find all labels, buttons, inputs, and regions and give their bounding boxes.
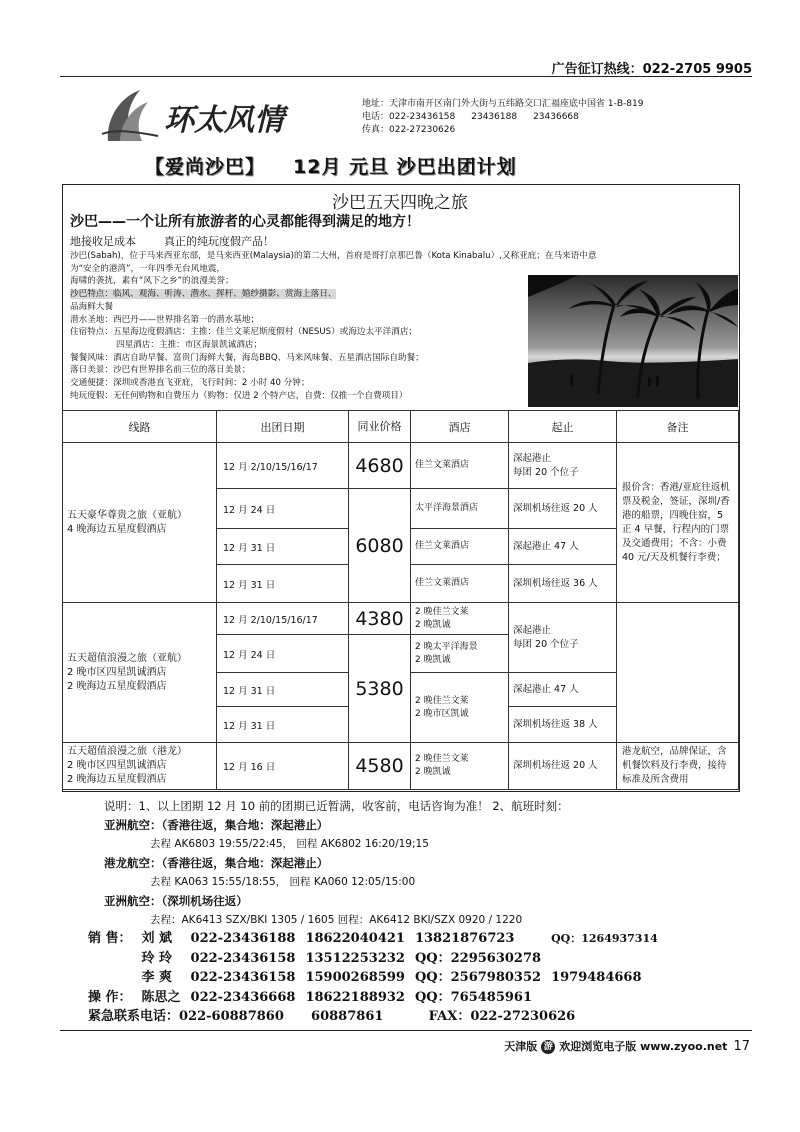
date-cell: 12 月 24 日 (217, 635, 349, 673)
route-detail: 2 晚海边五星度假酒店 (67, 774, 167, 785)
sales-mobile: 18622040421 (305, 931, 405, 946)
hotel-line: 2 晚市区凯诚 (415, 708, 469, 719)
route-cell (63, 743, 217, 790)
route-name: 五天超值浪漫之旅（亚航） (67, 652, 187, 664)
note-cell: 报价含：香港/亚庇往返机票及税金，签证，深圳/香港的船票，四晚住宿，5 正 4 早餐，行程内的门票及交通费用；不含：小费 40 元/天及机餐行李费； (617, 443, 739, 603)
date-cell: 12 月 2/10/15/16/17 (217, 603, 349, 635)
hotel-line: 2 晚太平洋海景 (415, 641, 478, 652)
operator-tel: 022-23436668 (190, 989, 296, 1005)
sales-label: 销 售： (88, 931, 132, 946)
note-cell-empty (617, 603, 739, 743)
intro-line: 住宿特点：五星海边度假酒店：主推：佳兰文莱尼斯度假村（NESUS）或海边太平洋酒店； (70, 327, 418, 338)
header-dep: 起止 (509, 411, 617, 443)
notes-line: 说明：1、以上团期 12 月 10 前的团期已近暂满，收客前，电话咨询为准！ 2、航班时刻： (104, 799, 569, 813)
hotel-cell: 佳兰文莱酒店 (411, 443, 509, 489)
date-cell: 12 月 24 日 (217, 489, 349, 529)
airline-title: 亚洲航空：（香港往返，集合地：深起港止） (104, 818, 329, 832)
sales-row (88, 949, 668, 969)
airline-title: 港龙航空：（香港往返，集合地：深起港止） (104, 856, 329, 870)
note-cell: 港龙航空，品牌保证，含机餐饮料及行李费，接待标准及所含费用 (617, 743, 739, 790)
dep-cell: 深起港止 47 人 (509, 529, 617, 565)
table-header-row (63, 411, 739, 443)
sales-contacts (88, 929, 668, 1027)
flight-times: 去程 KA063 15:55/18:55， 回程 KA060 12:05/15:00 (150, 876, 416, 888)
header-price: 同业价格 (349, 411, 411, 443)
hotel-cell: 佳兰文莱酒店 (411, 565, 509, 603)
intro-line: 落日美景：沙巴有世界排名前三位的落日美景； (70, 365, 251, 376)
svg-text:环太风情: 环太风情 (164, 103, 284, 138)
date-cell: 12 月 31 日 (217, 529, 349, 565)
tagline-2: 真正的纯玩度假产品！ (164, 235, 274, 248)
sales-tel: 022-23436188 (190, 931, 296, 946)
sales-mobile: 15900268599 (305, 970, 405, 985)
notes-section (104, 797, 744, 930)
sales-name: 李 爽 (141, 970, 173, 985)
dep-cell (509, 443, 617, 489)
title-bracket: 【爱尚沙巴】 (145, 156, 266, 178)
operator-row (88, 988, 668, 1008)
date-cell: 12 月 31 日 (217, 565, 349, 603)
intro-line: 潜水圣地：西巴丹——世界排名第一的潜水基地； (70, 314, 260, 325)
dep-cell (509, 603, 617, 673)
operator-qq: QQ：765485961 (414, 989, 533, 1005)
sales-extra: 13821876723 (414, 931, 515, 946)
fax-text: 传真：022-27230626 (362, 125, 456, 135)
route-cell (63, 443, 217, 603)
hotel-cell: 佳兰文莱酒店 (411, 529, 509, 565)
dep-cell: 深圳机场往返 20 人 (509, 489, 617, 529)
dep-cell: 深圳机场往返 20 人 (509, 743, 617, 790)
intro-line: 交通便捷：深圳或香港直飞亚庇，飞行时间：2 小时 40 分钟； (70, 378, 310, 389)
page-number: 17 (733, 1039, 750, 1054)
page-title (145, 152, 517, 179)
footer-divider (60, 1030, 752, 1031)
dep-cell: 深圳机场往返 36 人 (509, 565, 617, 603)
tour-table (62, 410, 739, 790)
price-cell: 6080 (349, 489, 411, 603)
hotel-cell (411, 635, 509, 673)
intro-line: 沙巴(Sabah)，位于马来西亚东部，是马来西亚(Malaysia)的第二大州，首府是哥打京那巴鲁（Kota Kinabalu）,又称亚庇；在马来语中意 (70, 251, 597, 261)
sales-qq (551, 949, 668, 969)
phone-3: 23436668 (533, 112, 579, 122)
route-name: 五天超值浪漫之旅（港龙） (67, 746, 187, 757)
beach-sunset-photo (528, 275, 738, 407)
sales-extra: QQ：2295630278 (414, 950, 542, 966)
flight-times: 去程：AK6413 SZX/BKI 1305 / 1605 回程：AK6412 BKI/SZX 0920 / 1220 (150, 914, 523, 926)
emergency-row (88, 1007, 668, 1027)
hotel-line: 2 晚凯诚 (415, 654, 451, 665)
sales-mobile: 13512253232 (305, 950, 405, 966)
table-row (63, 603, 739, 635)
sales-qq: QQ：1264937314 (551, 932, 658, 945)
hotel-line: 2 晚佳兰文莱 (415, 754, 469, 764)
intro-line: 为“安全的港湾”，一年四季无台风地震， (70, 263, 225, 274)
dep-line: 深起港止 (513, 452, 552, 464)
flight-times: 去程 AK6803 19:55/22:45， 回程 AK6802 16:20/19;15 (150, 838, 429, 850)
hotel-cell (411, 673, 509, 743)
intro-line: 四星酒店：主推：市区海景凯诚酒店； (116, 339, 263, 350)
route-detail: 2 晚海边五星度假酒店 (67, 680, 167, 692)
sales-row (88, 968, 668, 988)
price-cell: 4580 (349, 743, 411, 790)
sales-extra: QQ：2567980352 (414, 970, 542, 985)
hotel-line: 2 晚凯诚 (415, 619, 451, 630)
sales-name: 刘 斌 (141, 931, 173, 946)
ad-hotline: 广告征订热线：022-2705 9905 (551, 62, 752, 77)
hotel-cell (411, 743, 509, 790)
hotel-cell (411, 603, 509, 635)
header-date: 出团日期 (217, 411, 349, 443)
route-detail: 2 晚市区四星凯诚酒店 (67, 760, 167, 771)
route-detail: 2 晚市区四星凯诚酒店 (67, 666, 167, 678)
operator-mobile: 18622188932 (305, 989, 405, 1005)
price-cell: 4680 (349, 443, 411, 489)
date-cell: 12 月 31 日 (217, 673, 349, 707)
route-detail: 4 晚海边五星度假酒店 (67, 523, 167, 535)
intro-line: 海啸的袭扰，素有“风下之乡”的浪漫美誉； (70, 276, 234, 287)
tour-slogan: 沙巴——一个让所有旅游者的心灵都能得到满足的地方！ (70, 214, 420, 230)
dep-line: 深起港止 (513, 624, 552, 636)
hotel-line: 2 晚佳兰文莱 (415, 695, 469, 706)
airline-title: 亚洲航空：（深圳机场往返） (104, 894, 248, 908)
header-divider (60, 76, 752, 77)
dep-cell: 深起港止 47 人 (509, 673, 617, 707)
hotel-line: 2 晚佳兰文莱 (415, 606, 469, 617)
hotel-cell: 太平洋海景酒店 (411, 489, 509, 529)
operator-name: 陈思之 (141, 989, 181, 1005)
emergency-contact: 紧急联系电话：022-60887860 60887861 FAX：022-27230626 (88, 1009, 576, 1024)
edition-label: 天津版 (504, 1040, 538, 1053)
title-text: 12月 元旦 沙巴出团计划 (293, 156, 517, 178)
contact-block (362, 98, 643, 137)
intro-line: 餐餐风味：酒店自助早餐、富贵门海鲜大餐，海岛BBQ、马来风味餐、五星酒店国际自助餐； (70, 352, 424, 363)
sales-tel: 022-23436158 (190, 950, 296, 966)
tagline-1: 地接收足成本 (70, 235, 136, 248)
dep-line: 每团 20 个位子 (513, 466, 579, 478)
phone-line (362, 111, 643, 124)
date-cell: 12 月 2/10/15/16/17 (217, 443, 349, 489)
date-cell: 12 月 16 日 (217, 743, 349, 790)
tagline (70, 233, 302, 249)
tour-subtitle: 沙巴五天四晚之旅 (332, 193, 468, 213)
sales-tel: 022-23436158 (190, 970, 296, 985)
page-footer (504, 1038, 750, 1054)
table-row (63, 443, 739, 489)
phone-label: 电话： (362, 112, 390, 122)
header-note: 备注 (617, 411, 739, 443)
price-cell: 4380 (349, 603, 411, 635)
operator-label: 操 作： (88, 989, 132, 1005)
phone-1: 022-23436158 (389, 112, 456, 122)
sales-row (88, 929, 668, 949)
footer-text: 欢迎浏览电子版 www.zyoo.net (559, 1040, 728, 1053)
price-cell: 5380 (349, 635, 411, 743)
agency-logo (98, 86, 348, 148)
date-cell: 12 月 31 日 (217, 707, 349, 743)
intro-line: 品海鲜大餐 (70, 301, 113, 312)
intro-highlight: 沙巴特点：临风、观海、听涛、潜水、挥杆、婚纱摄影、赏海上落日、 (70, 289, 337, 300)
sales-qq: 1979484668 (551, 970, 642, 985)
address-text: 地址：天津市南开区南门外大街与五纬路交口汇福座底中国省 1-B-819 (362, 99, 644, 109)
dep-line: 每团 20 个位子 (513, 638, 579, 650)
route-name: 五天豪华尊贵之旅（亚航） (67, 509, 187, 521)
hotel-line: 2 晚凯诚 (415, 767, 451, 777)
phone-2: 23436188 (471, 112, 518, 122)
brand-badge-icon: 游 (541, 1040, 555, 1054)
header-route: 线路 (63, 411, 217, 443)
header-hotel: 酒店 (411, 411, 509, 443)
intro-line: 纯玩度假：无任何购物和自费压力（购物：仅进 2 个特产店，自费：仅推一个自费项目） (70, 390, 408, 401)
table-row (63, 743, 739, 790)
dep-cell: 深圳机场往返 38 人 (509, 707, 617, 743)
route-cell (63, 603, 217, 743)
sales-name: 玲 玲 (141, 950, 173, 966)
